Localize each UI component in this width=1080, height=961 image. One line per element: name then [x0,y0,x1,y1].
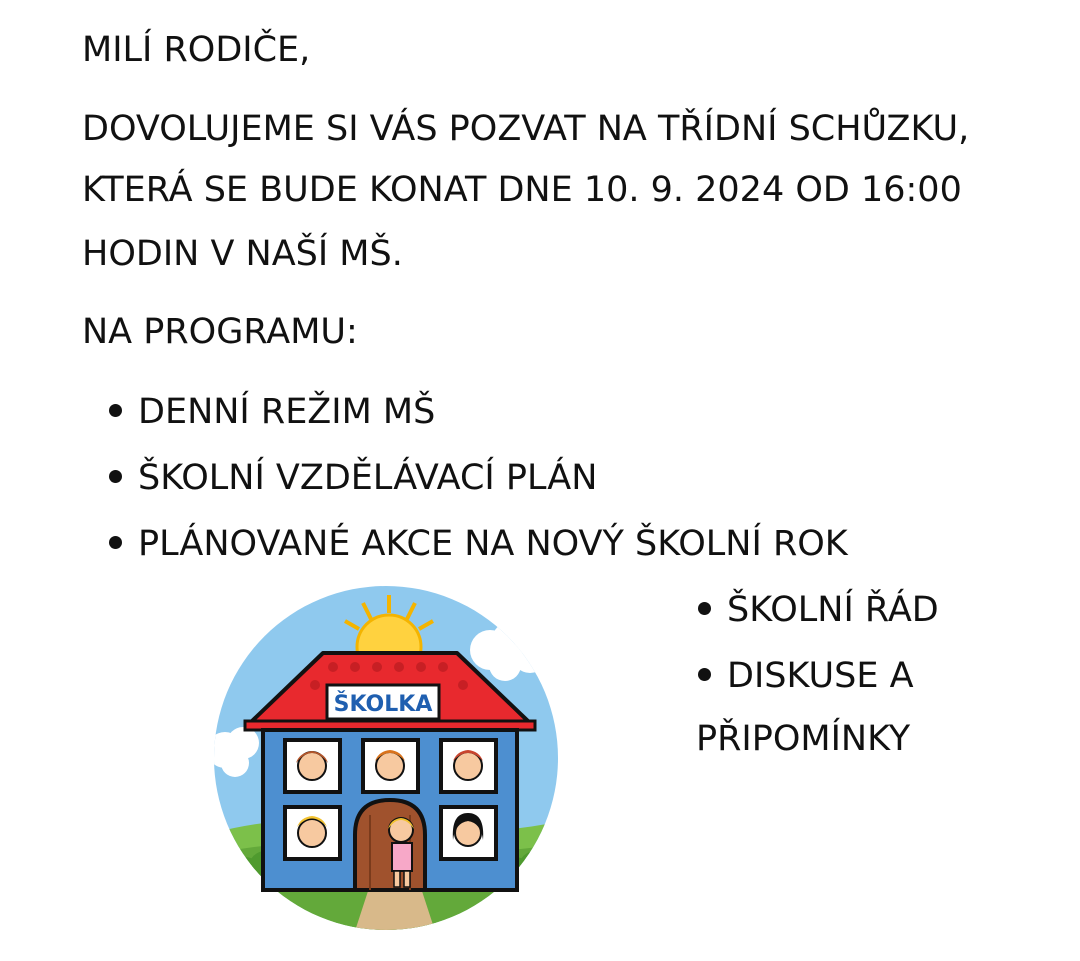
program-item-label: DISKUSE A [727,656,914,696]
window-icon [285,807,340,859]
program-item-label: ŠKOLNÍ VZDĚLÁVACÍ PLÁN [138,458,598,498]
bullet-icon [109,404,122,417]
kindergarten-building-illustration [205,585,567,931]
program-item [109,379,435,445]
program-item-label: ŠKOLNÍ ŘÁD [727,590,939,630]
program-item [109,445,597,511]
sign-text: ŠKOLKA [333,692,433,717]
bullet-icon [698,668,711,681]
window-icon [441,807,496,859]
invitation-line-1: DOVOLUJEME SI VÁS POZVAT NA TŘÍDNÍ SCHŮZKU, [82,109,970,149]
invitation-line-3: HODIN V NAŠÍ MŠ. [82,234,403,274]
window-icon [441,740,496,792]
program-item-label: PLÁNOVANÉ AKCE NA NOVÝ ŠKOLNÍ ROK [138,524,848,564]
invitation-line-2: KTERÁ SE BUDE KONAT DNE 10. 9. 2024 OD 16:00 [82,170,962,210]
window-icon [363,740,418,792]
program-item-label: DENNÍ REŽIM MŠ [138,392,436,432]
door-icon [355,800,425,890]
program-item [698,577,939,643]
greeting: MILÍ RODIČE, [82,30,311,70]
program-item [698,643,914,709]
bullet-icon [109,470,122,483]
bullet-icon [698,602,711,615]
window-icon [285,740,340,792]
program-heading: NA PROGRAMU: [82,312,358,352]
bullet-icon [109,536,122,549]
program-item-continuation: PŘIPOMÍNKY [696,719,911,759]
program-item [109,511,848,577]
